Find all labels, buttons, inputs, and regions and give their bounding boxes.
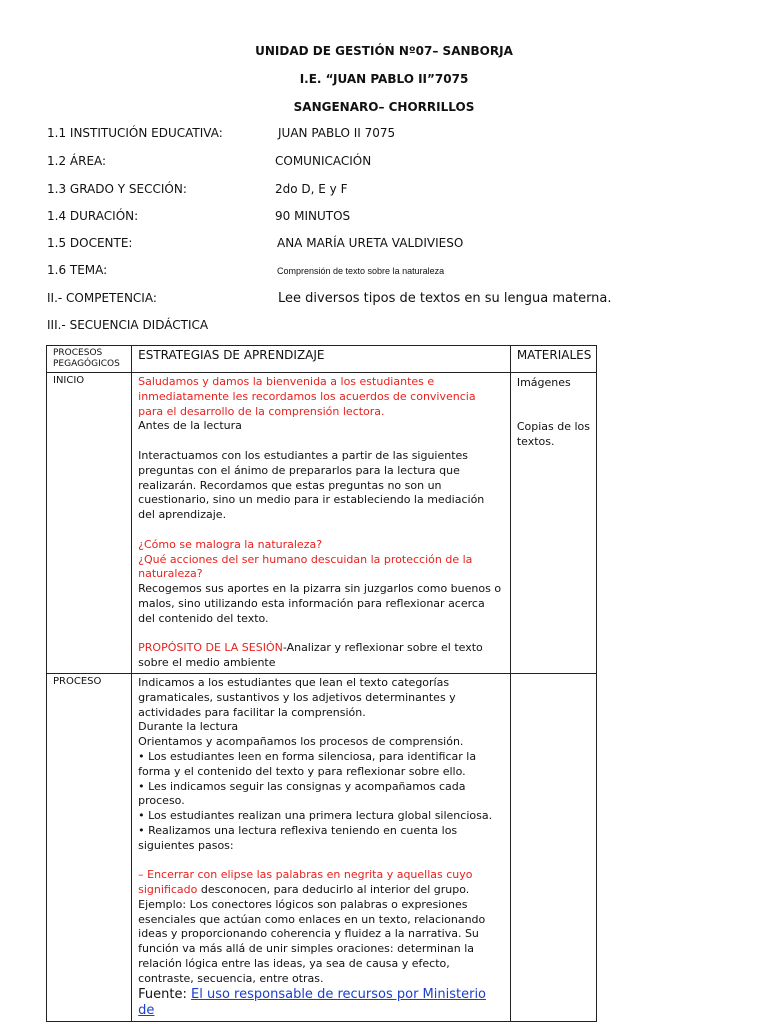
header-unit: UNIDAD DE GESTIÓN Nº07– SANBORJA <box>255 44 513 58</box>
proceso-paragraph-3: Orientamos y acompañamos los procesos de comprensión. <box>138 735 464 749</box>
materials-inicio <box>510 373 596 674</box>
bullet-2: • Les indicamos seguir las consignas y acompañamos cada proceso. <box>138 779 466 808</box>
proposito-paragraph <box>138 641 504 671</box>
encerrar-black: desconocen, para deducirlo al interior del grupo. <box>197 883 470 897</box>
info-value: COMUNICACIÓN <box>275 154 372 168</box>
table-row-proceso <box>47 673 597 1021</box>
intro-paragraph: Saludamos y damos la bienvenida a los estudiantes e inmediatamente les recordamos los acuerdos de convivencia para el desarrollo de la comprensión lectora. <box>138 375 476 418</box>
bullet-3: • Los estudiantes realizan una primera lectura global silenciosa. <box>138 809 493 823</box>
info-label: 1.2 ÁREA: <box>47 154 107 168</box>
fuente-link[interactable]: El uso responsable de recursos por Ministerio de <box>138 986 487 1018</box>
material-copias: Copias de los textos. <box>516 419 591 448</box>
info-label: II.- COMPETENCIA: <box>47 291 157 305</box>
durante-heading: Durante la lectura <box>138 720 239 734</box>
recogemos-paragraph: Recogemos sus aportes en la pizarra sin juzgarlos como buenos o malos, sino utilizando esta información para reflexionar acerca del contenido del texto. <box>138 582 502 625</box>
info-value: Comprensión de texto sobre la naturaleza <box>277 266 445 276</box>
proceso-paragraph-1: Indicamos a los estudiantes que lean el texto categorías gramaticales, sustantivos y los adjetivos determinantes y actividades para facilitar la comprensión. <box>138 675 456 719</box>
bullet-4: • Realizamos una lectura reflexiva teniendo en cuenta los siguientes pasos: <box>138 823 458 852</box>
sequence-title: III.- SECUENCIA DIDÁCTICA <box>47 318 209 332</box>
materials-proceso <box>510 673 596 1021</box>
info-label: 1.4 DURACIÓN: <box>47 209 139 223</box>
info-label: 1.5 DOCENTE: <box>47 236 133 250</box>
info-value: JUAN PABLO II 7075 <box>278 126 396 140</box>
encerrar-paragraph <box>138 868 504 898</box>
interact-paragraph: Interactuamos con los estudiantes a partir de las siguientes preguntas con el ánimo de prepararlos para la lectura que realizarán. Recordamos que estas preguntas no son un cuestionario, sino un medio para ir estableciendo la mediación del aprendizaje. <box>138 448 485 522</box>
ejemplo-paragraph: Ejemplo: Los conectores lógicos son palabras o expresiones esenciales que actúan como enlaces en un texto, relacionando ideas y proporcionando coherencia y fluidez a la narrativa. Su función va más allá de unir simples oraciones: determinan la relación lógica entre las ideas, ya sea de causa y efecto, contraste, secuencia, entre otras. <box>138 897 486 985</box>
header-procesos: PROCESOS PEGAGÓGICOS <box>47 346 132 373</box>
info-value: Lee diversos tipos de textos en su lengua materna. <box>278 291 612 306</box>
question-1: ¿Cómo se malogra la naturaleza? <box>138 537 323 551</box>
header-estrategias: ESTRATEGIAS DE APRENDIZAJE <box>132 346 511 373</box>
info-label: 1.1 INSTITUCIÓN EDUCATIVA: <box>47 126 223 140</box>
strategies-proceso <box>132 673 511 1021</box>
bullet-1: • Los estudiantes leen en forma silenciosa, para identificar la forma y el contenido del texto y para reflexionar sobre ello. <box>138 749 477 778</box>
info-label: 1.3 GRADO Y SECCIÓN: <box>47 182 187 196</box>
fuente-label: Fuente: <box>138 986 191 1002</box>
process-label-proceso: PROCESO <box>47 673 132 1021</box>
info-value: ANA MARÍA URETA VALDIVIESO <box>277 236 464 250</box>
proposito-label: PROPÓSITO DE LA SESIÓN <box>138 641 283 655</box>
fuente-line <box>138 987 504 1019</box>
question-2: ¿Qué acciones del ser humano descuidan la protección de la naturaleza? <box>138 552 473 581</box>
sequence-table <box>46 345 597 1022</box>
info-value: 2do D, E y F <box>275 182 348 196</box>
table-row-inicio <box>47 373 597 674</box>
info-value: 90 MINUTOS <box>275 209 351 223</box>
table-header-row <box>47 346 597 373</box>
header-materiales: MATERIALES <box>510 346 596 373</box>
process-label-inicio: INICIO <box>47 373 132 674</box>
antes-heading: Antes de la lectura <box>138 419 242 433</box>
info-label: 1.6 TEMA: <box>47 263 108 277</box>
material-imagenes: Imágenes <box>516 376 571 389</box>
strategies-inicio <box>132 373 511 674</box>
header-location: SANGENARO– CHORRILLOS <box>293 100 475 114</box>
header-school: I.E. “JUAN PABLO II”7075 <box>299 72 469 86</box>
proposito-text: -Analizar y reflexionar sobre el texto sobre el medio ambiente <box>138 641 483 670</box>
encerrar-red: – Encerrar con elipse las palabras en negrita y aquellas cuyo significado <box>138 868 473 897</box>
